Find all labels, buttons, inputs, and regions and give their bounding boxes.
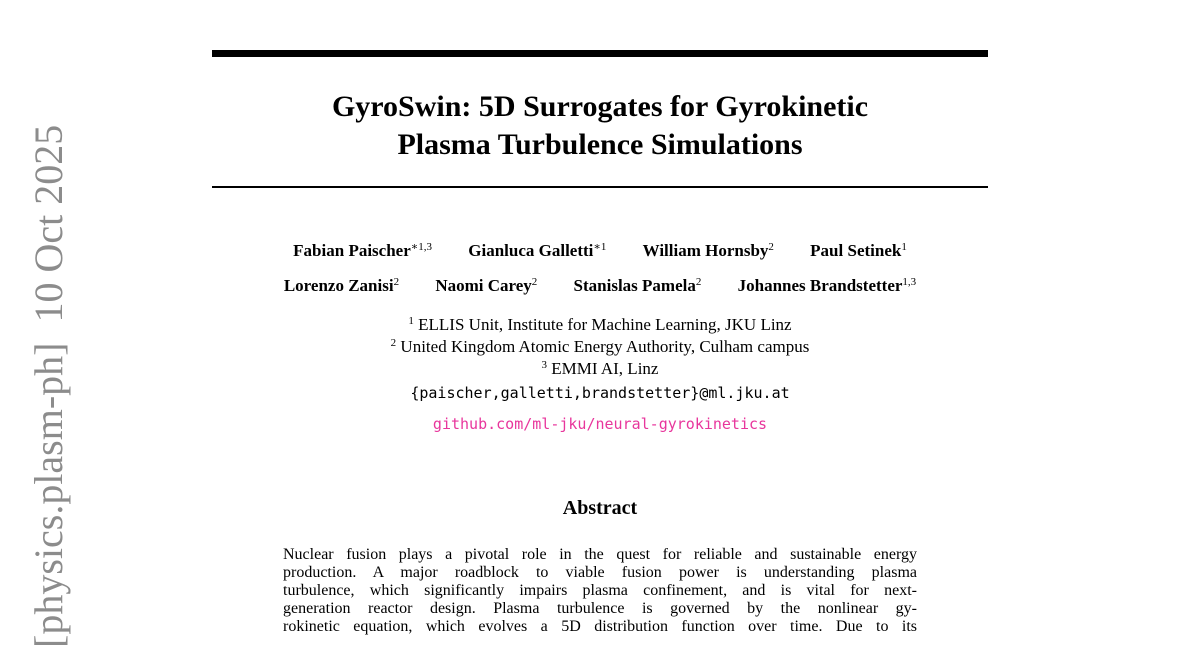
author [643, 241, 774, 261]
title-line: GyroSwin: 5D Surrogates for Gyrokinetic [331, 90, 869, 123]
author-affiliation-marks: ∗1,3 [410, 241, 432, 253]
abstract-line: turbulence, which significantly impairs plasma confinement, and is vital for next- [283, 582, 917, 599]
author-name: Stanislas Pamela [573, 276, 696, 295]
author-affiliation-marks: 1,3 [902, 276, 917, 288]
author-emails: {paischer,galletti,brandstetter}@ml.jku.at [410, 384, 790, 402]
abstract-line: production. A major roadblock to viable fusion power is understanding plasma [283, 564, 917, 581]
paper-title [212, 88, 988, 164]
author [468, 241, 606, 261]
author-affiliation-marks: 2 [393, 276, 400, 288]
author [435, 276, 537, 296]
author-affiliation-marks: 2 [695, 276, 702, 288]
abstract-line: rokinetic equation, which evolves a 5D distribution function over time. Due to its [283, 618, 917, 635]
author-name: Fabian Paischer [293, 241, 411, 260]
github-link[interactable]: github.com/ml-jku/neural-gyrokinetics [432, 415, 768, 433]
author [738, 276, 917, 296]
affiliation-number: 2 [390, 337, 397, 349]
affiliation-number: 3 [541, 359, 548, 371]
title-top-rule [212, 50, 988, 57]
author-name: Lorenzo Zanisi [283, 276, 394, 295]
affiliation-text: United Kingdom Atomic Energy Authority, Culham campus [400, 337, 810, 356]
author-name: Gianluca Galletti [468, 241, 594, 260]
author-affiliation-marks: ∗1 [593, 241, 607, 253]
author-name: Naomi Carey [435, 276, 532, 295]
affiliation-text: EMMI AI, Linz [551, 359, 659, 378]
author [284, 276, 399, 296]
author-name: Johannes Brandstetter [737, 276, 903, 295]
affiliation-number: 1 [408, 315, 414, 327]
abstract-line: Nuclear fusion plays a pivotal role in the quest for reliable and sustainable energy [283, 546, 917, 563]
affiliation [212, 358, 988, 380]
title-line: Plasma Turbulence Simulations [397, 128, 803, 161]
title-bottom-rule [212, 186, 988, 188]
abstract-heading: Abstract [562, 497, 638, 519]
author [293, 241, 432, 261]
author-affiliation-marks: 2 [531, 276, 538, 288]
affiliation [212, 314, 988, 336]
abstract-line: generation reactor design. Plasma turbulence is governed by the nonlinear gy- [283, 600, 917, 617]
affiliation [212, 336, 988, 358]
authors-row-2 [200, 276, 1000, 296]
author [574, 276, 702, 296]
author [810, 241, 907, 261]
arxiv-stamp: [physics.plasm-ph] 10 Oct 2025 [26, 124, 71, 648]
abstract-body [283, 546, 917, 636]
author-affiliation-marks: 1 [901, 241, 907, 253]
affiliations [212, 314, 988, 404]
authors-row-1 [200, 241, 1000, 261]
author-name: William Hornsby [642, 241, 769, 260]
author-name: Paul Setinek [810, 241, 902, 260]
author-affiliation-marks: 2 [768, 241, 774, 253]
affiliation-text: ELLIS Unit, Institute for Machine Learning, JKU Linz [418, 315, 792, 334]
